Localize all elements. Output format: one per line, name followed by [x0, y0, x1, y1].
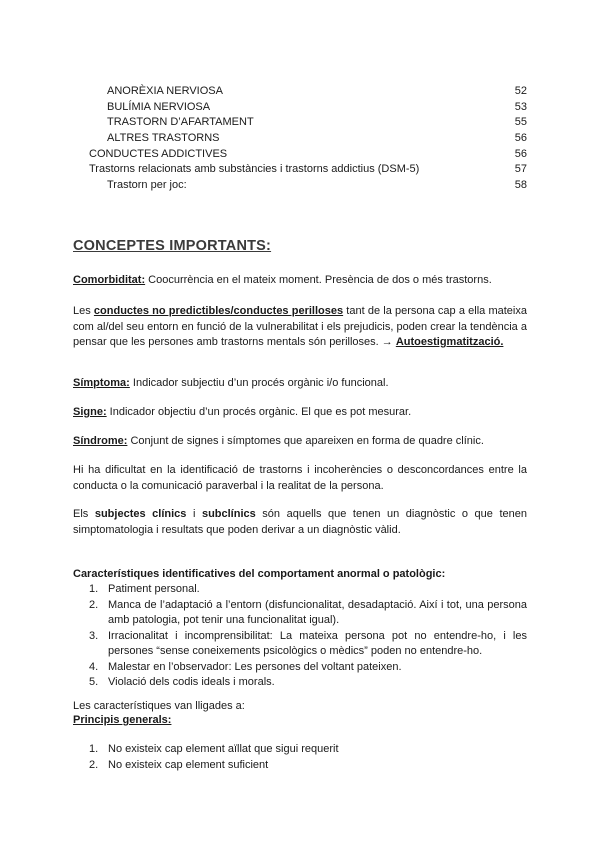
list-number: 5. [89, 676, 99, 688]
toc-entry-label[interactable]: BULÍMIA NERVIOSA [107, 101, 211, 113]
toc-entry-label[interactable]: CONDUCTES ADDICTIVES [89, 148, 228, 160]
caracteristiques-list [73, 582, 527, 691]
paragraph-lligades: Les característiques van lligades a: [73, 700, 245, 712]
toc-entry-label[interactable]: ANORÈXIA NERVIOSA [107, 85, 223, 97]
list-item-text: Violació dels codis ideals i morals. [108, 676, 275, 688]
definition-text: Coocurrència en el mateix moment. Presència de dos o més trastorns. [145, 274, 492, 286]
term-sindrome: Síndrome: [73, 435, 128, 447]
principis-title: Principis generals: [73, 714, 172, 726]
list-item [73, 629, 527, 660]
section-heading: CONCEPTES IMPORTANTS: [73, 238, 272, 254]
list-number: 2. [89, 598, 99, 611]
list-item [73, 675, 527, 691]
list-number: 4. [89, 660, 99, 673]
definition-text: Conjunt de signes i símptomes que apareixen en forma de quadre clínic. [127, 435, 484, 447]
term-comorbiditat: Comorbiditat: [73, 274, 146, 286]
list-item-text: Irracionalitat i incomprensibilitat: La mateixa persona pot no entendre-ho, i les persones “sense coneixements psicològics o mèdics” poden no entendre-ho. [108, 629, 527, 657]
term-simptoma: Símptoma: [73, 377, 130, 389]
toc-entry-label[interactable]: ALTRES TRASTORNS [107, 132, 220, 144]
paragraph-conductes [73, 304, 527, 351]
toc-entry-page: 58 [514, 179, 527, 191]
toc-entry-page: 56 [514, 148, 527, 160]
list-number: 2. [89, 758, 99, 771]
definition-text: tant de la persona cap a ella mateixa com al/del seu entorn en funció de la vulnerabilitat i els prejudicis, poden crear la tendència a pensar que les persones amb trastorns mentals són perilloses. → [73, 305, 527, 348]
list-item [73, 582, 527, 598]
toc-entry-page: 57 [514, 163, 527, 175]
text-fragment: Els [73, 508, 95, 520]
list-item [73, 758, 527, 774]
list-number: 1. [89, 583, 99, 595]
list-item-text: No existeix cap element aïllat que sigui requerit [108, 743, 339, 755]
text-fragment: Les [73, 305, 94, 317]
paragraph-dificultat: Hi ha dificultat en la identificació de trastorns i incoherències o desconcordances entre la conducta o la comunicació paraverbal i la realitat de la persona. [73, 464, 527, 492]
caracteristiques-title: Característiques identificatives del comportament anormal o patològic: [73, 568, 446, 580]
definition-text: Indicador objectiu d’un procés orgànic. El que es pot mesurar. [106, 406, 412, 418]
toc-entry-page: 55 [514, 116, 527, 128]
toc-entry-label[interactable]: TRASTORN D’AFARTAMENT [107, 116, 254, 128]
term-conductes: conductes no predictibles/conductes perilloses [93, 305, 344, 317]
paragraph-signe [73, 405, 527, 421]
paragraph-subjectes [73, 507, 527, 538]
term-signe: Signe: [73, 406, 107, 418]
toc-entry-label[interactable]: Trastorn per joc: [107, 179, 187, 191]
toc-entry-page: 56 [514, 132, 527, 144]
list-item-text: Patiment personal. [108, 583, 200, 595]
list-item [73, 660, 527, 676]
list-item-text: No existeix cap element suficient [108, 758, 269, 771]
definition-text: Indicador subjectiu d’un procés orgànic i/o funcional. [129, 377, 389, 389]
list-number: 3. [89, 629, 99, 642]
toc-entry-page: 52 [514, 85, 527, 97]
toc-entry-page: 53 [514, 101, 527, 113]
principis-list [73, 742, 527, 773]
term-autoestigmatitzacio: Autoestigmatització. [395, 336, 504, 348]
list-item-text: Manca de l’adaptació a l’entorn (disfuncionalitat, desadaptació. Així i tot, una persona amb patologia, pot tenir una funcionalitat igual). [108, 598, 527, 626]
term-subjectes-clinics: subjectes clínics [94, 508, 187, 520]
term-subclinics: subclínics [201, 508, 256, 520]
text-fragment: i [186, 508, 202, 520]
paragraph-simptoma [73, 376, 527, 392]
list-item [73, 598, 527, 629]
paragraph-comorbiditat [73, 273, 527, 289]
list-item-text: Malestar en l’observador: Les persones del voltant pateixen. [108, 660, 402, 673]
definition-text: són aquells que tenen un diagnòstic o que tenen simptomatologia i resultats que poden derivar a un diagnòstic vàlid. [73, 508, 527, 536]
list-item [73, 742, 527, 758]
paragraph-sindrome [73, 434, 527, 450]
list-number: 1. [89, 743, 99, 755]
toc-entry-label[interactable]: Trastorns relacionats amb substàncies i trastorns addictius (DSM-5) [89, 163, 420, 175]
